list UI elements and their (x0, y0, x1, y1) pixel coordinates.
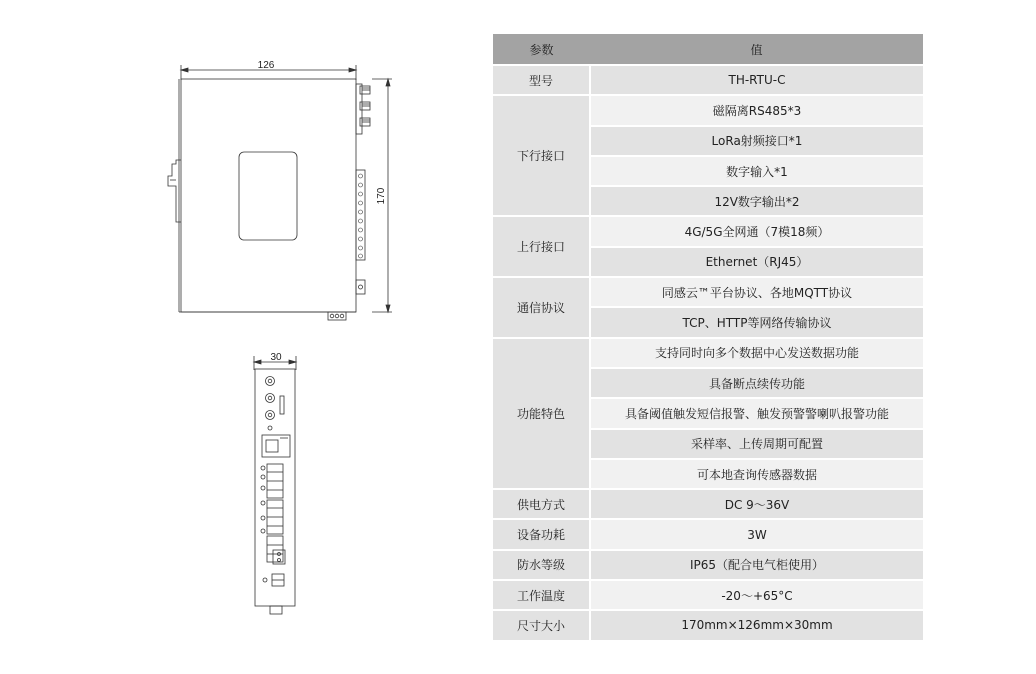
header-param: 参数 (493, 34, 590, 65)
table-row (493, 489, 923, 519)
row-value: 具备阈值触发短信报警、触发预警警喇叭报警功能 (590, 398, 923, 428)
table-row (493, 95, 923, 125)
side-view-width-dimension: 30 (270, 352, 282, 363)
row-value: 数字输入*1 (590, 156, 923, 186)
row-value: 4G/5G全网通（7模18频） (590, 216, 923, 246)
table-row (493, 519, 923, 549)
row-value: 可本地查询传感器数据 (590, 459, 923, 489)
row-value: 170mm×126mm×30mm (590, 610, 923, 640)
row-value: LoRa射频接口*1 (590, 126, 923, 156)
row-value: 支持同时向多个数据中心发送数据功能 (590, 338, 923, 368)
row-value: DC 9～36V (590, 489, 923, 519)
top-view-drawing (168, 60, 392, 320)
row-value: 12V数字输出*2 (590, 186, 923, 216)
row-value: 磁隔离RS485*3 (590, 95, 923, 125)
row-key: 通信协议 (493, 277, 590, 338)
row-key: 尺寸大小 (493, 610, 590, 640)
row-value: 具备断点续传功能 (590, 368, 923, 398)
row-key: 防水等级 (493, 550, 590, 580)
row-value: 采样率、上传周期可配置 (590, 429, 923, 459)
row-key: 上行接口 (493, 216, 590, 277)
table-row (493, 65, 923, 95)
table-row (493, 610, 923, 640)
row-key: 功能特色 (493, 338, 590, 489)
row-value: 同感云™平台协议、各地MQTT协议 (590, 277, 923, 307)
row-key: 供电方式 (493, 489, 590, 519)
header-value: 值 (590, 34, 923, 65)
row-key: 设备功耗 (493, 519, 590, 549)
table-header-row (493, 34, 923, 65)
row-key: 工作温度 (493, 580, 590, 610)
table-row (493, 550, 923, 580)
row-key: 下行接口 (493, 95, 590, 216)
table-row (493, 216, 923, 246)
row-value: Ethernet（RJ45） (590, 247, 923, 277)
top-view-height-dimension: 170 (376, 187, 387, 205)
technical-drawing (0, 0, 480, 674)
row-value: TCP、HTTP等网络传输协议 (590, 307, 923, 337)
row-key: 型号 (493, 65, 590, 95)
table-row (493, 580, 923, 610)
row-value: IP65（配合电气柜使用） (590, 550, 923, 580)
spec-table (493, 34, 923, 642)
table-row (493, 338, 923, 368)
row-value: -20～+65°C (590, 580, 923, 610)
spec-table-body (493, 65, 923, 641)
row-value: 3W (590, 519, 923, 549)
top-view-width-dimension: 126 (257, 60, 275, 71)
row-value: TH-RTU-C (590, 65, 923, 95)
side-view-drawing (254, 352, 296, 614)
table-row (493, 277, 923, 307)
